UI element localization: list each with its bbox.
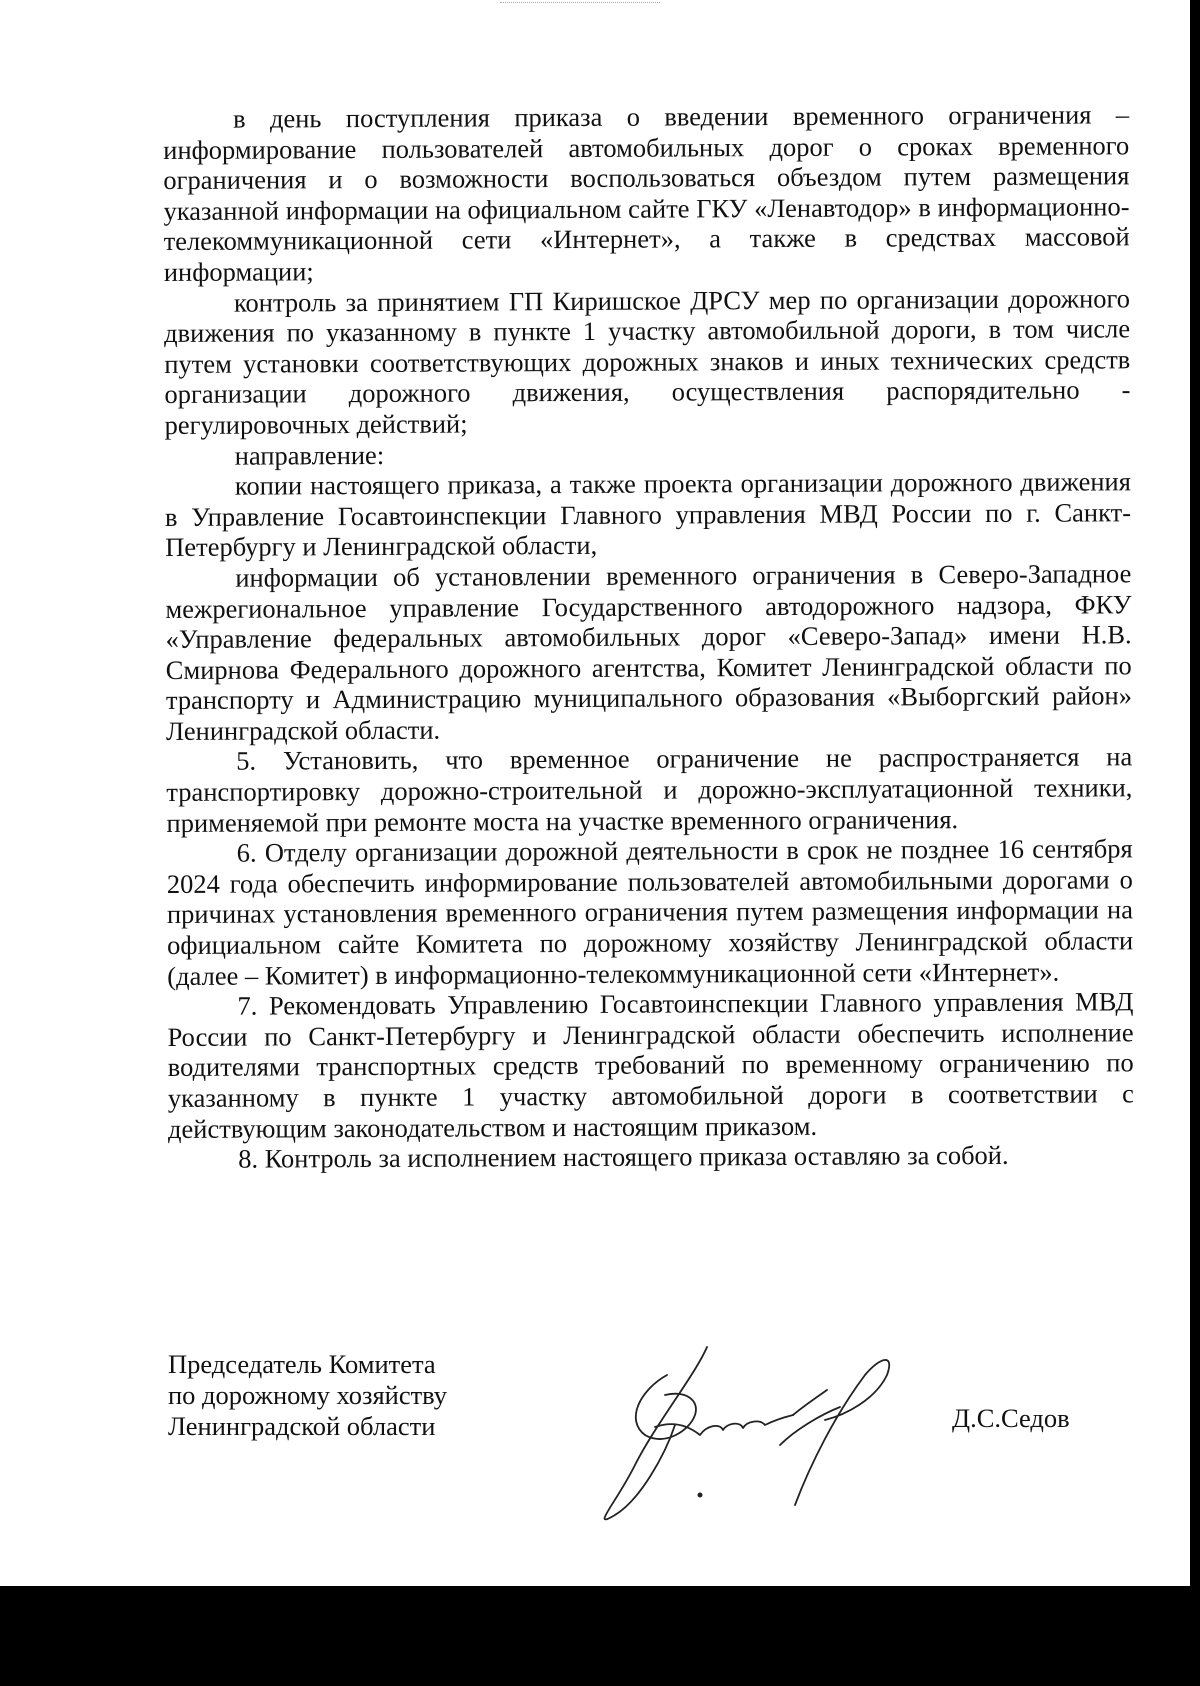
paragraph-copies: копии настоящего приказа, а также проекта организации дорожного движения в Управление Госавтоинспекции Главного управления МВД России по г. Санкт-Петербургу и Ленинградской области, bbox=[164, 466, 1132, 563]
paragraph-item-8: 8. Контроль за исполнением настоящего приказа оставляю за собой. bbox=[238, 1140, 1009, 1174]
signatory-name: Д.С.Седов bbox=[952, 1403, 1070, 1433]
paragraph-item-7: 7. Рекомендовать Управлению Госавтоинспекции Главного управления МВД России по Санкт-Петербургу и Ленинградской области обеспечить исполнение водителями транспортных средств требований по временному ограничению по указанному в пункте 1 участку автомобильной дороги в соответствии с действующим законодательством и настоящим приказом. bbox=[167, 986, 1134, 1144]
handwritten-signature bbox=[595, 1335, 915, 1525]
paragraph-item-6: 6. Отделу организации дорожной деятельности в срок не позднее 16 сентября 2024 года обеспечить информирование пользователей автомобильными дорогами о причинах установления временного ограничения путем размещения информации на официальном сайте Комитета по дорожному хозяйству Ленинградской области (далее – Комитет) в информационно-телекоммуникационной сети «Интернет». bbox=[166, 833, 1134, 991]
signatory-position bbox=[168, 1349, 447, 1442]
position-line: по дорожному хозяйству bbox=[168, 1380, 448, 1410]
paragraph-information: информации об установлении временного ограничения в Северо-Западное межрегиональное управление Государственного автодорожного надзора, ФКУ «Управление федеральных автомобильных дорог «Северо-Запад» имени Н.В. Смирнова Федерального дорожного агентства, Комитет Ленинградской области по транспорту и Администрацию муниципального образования «Выборгский район» Ленинградской области. bbox=[165, 558, 1132, 746]
position-line: Ленинградской области bbox=[168, 1411, 436, 1441]
paragraph-inform: в день поступления приказа о введении временного ограничения – информирование пользователей автомобильных дорог о сроках временного ограничения и о возможности воспользоваться объездом путем размещения указанной информации на официальном сайте ГКУ «Ленавтодор» в информационно-телекоммуникационной сети «Интернет», а также в средствах массовой информации; bbox=[163, 99, 1130, 287]
scan-border-right bbox=[1190, 0, 1200, 1686]
scan-border-bottom bbox=[0, 1586, 1200, 1686]
paragraph-item-5: 5. Установить, что временное ограничение не распространяется на транспортировку дорожно-строительной и дорожно-эксплуатационной техники, применяемой при ремонте моста на участке временного ограничения. bbox=[166, 741, 1133, 838]
paragraph-control-drsu: контроль за принятием ГП Киришское ДРСУ мер по организации дорожного движения по указанному в пункте 1 участку автомобильной дороги, в том числе путем установки соответствующих дорожных знаков и иных технических средств организации дорожного движения, осуществления распорядительно - регулировочных действий; bbox=[164, 282, 1131, 440]
document-body bbox=[163, 99, 1134, 1174]
paragraph-direction: направление: bbox=[234, 439, 385, 471]
scan-marks bbox=[500, 2, 660, 7]
position-line: Председатель Комитета bbox=[168, 1349, 436, 1379]
